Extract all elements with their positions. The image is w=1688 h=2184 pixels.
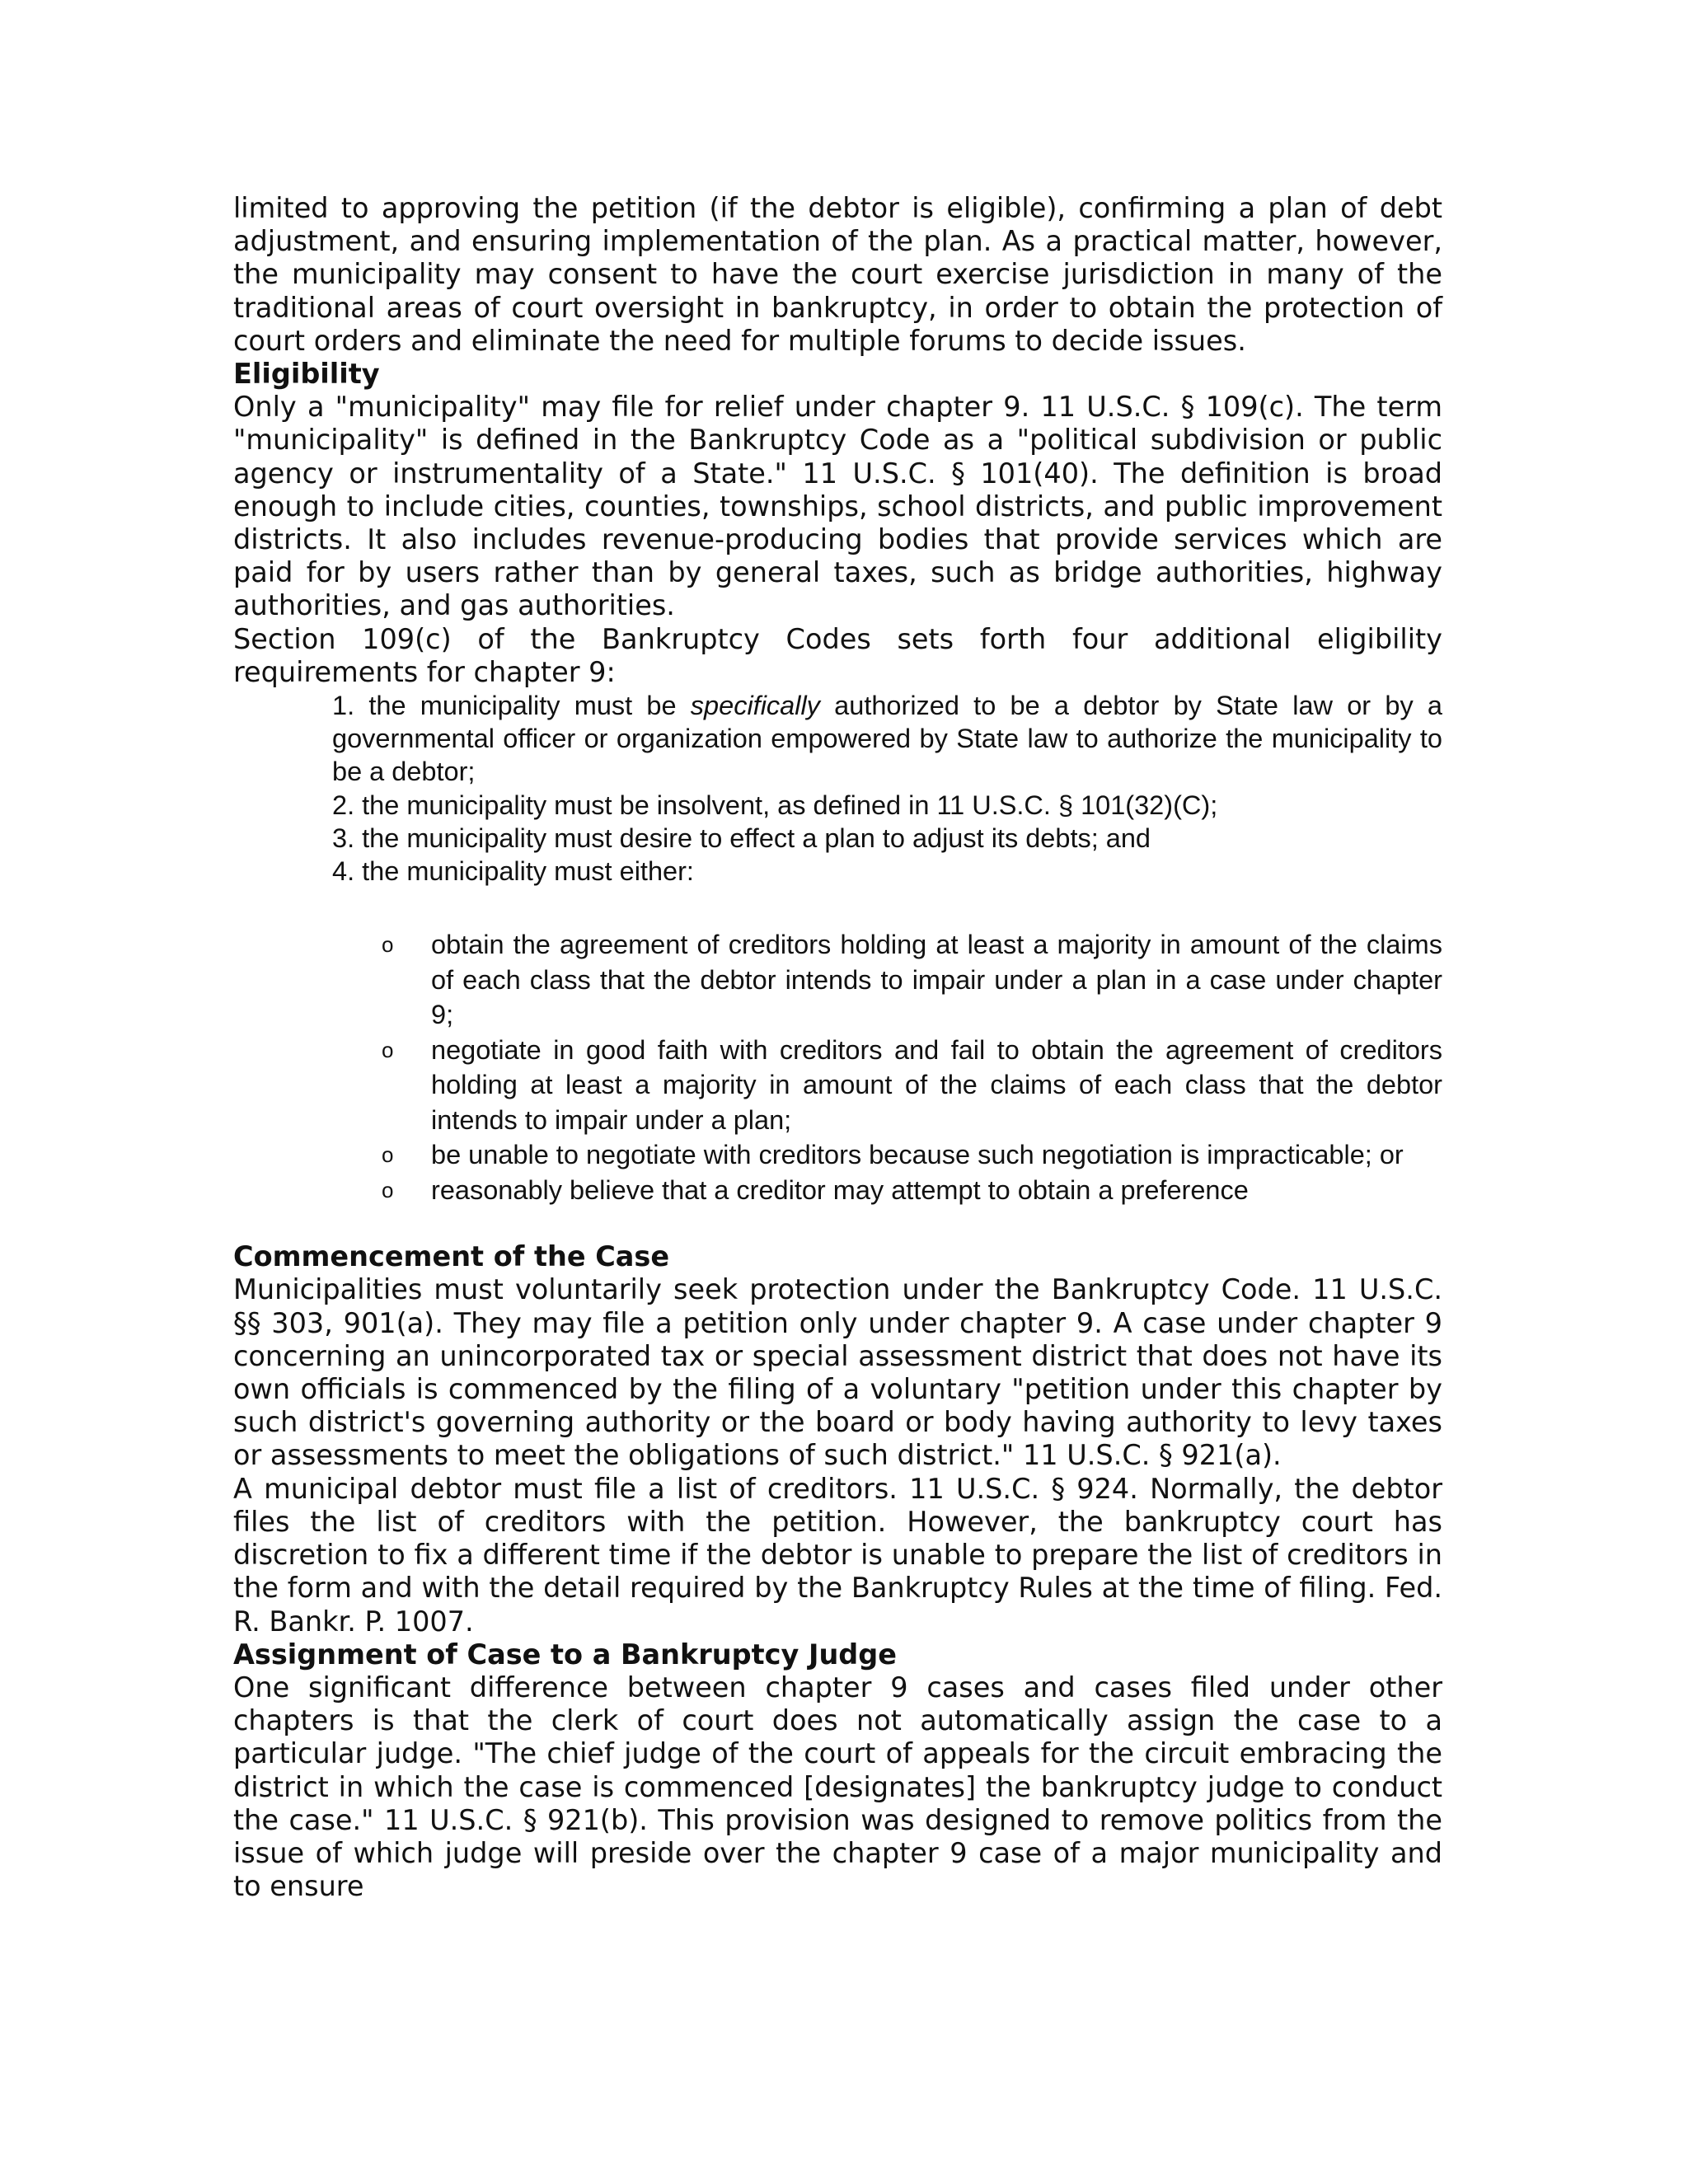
eligibility-paragraph-2: Section 109(c) of the Bankruptcy Codes sets forth four additional eligibility requirements for chapter 9:	[233, 622, 1442, 688]
assignment-heading: Assignment of Case to a Bankruptcy Judge	[233, 1638, 897, 1671]
requirement-1-end: authorized to be a debtor by State law or by a governmental officer or organization empowered by State law to authorize the municipality to be a debtor;	[332, 691, 1442, 787]
list-item-text: obtain the agreement of creditors holding at least a majority in amount of the claims of each class that the debtor intends to impair under a plan in a case under chapter 9;	[431, 930, 1442, 1030]
requirement-3: 3. the municipality must desire to effect a plan to adjust its debts; and	[332, 823, 1151, 853]
list-item-text: reasonably believe that a creditor may attempt to obtain a preference	[431, 1174, 1249, 1205]
circle-bullet-icon: o	[382, 1142, 394, 1168]
list-item	[233, 1173, 1442, 1208]
requirement-2: 2. the municipality must be insolvent, as defined in 11 U.S.C. § 101(32)(C);	[332, 790, 1218, 820]
list-item	[233, 927, 1442, 1033]
eligibility-paragraph-1: Only a "municipality" may file for relief under chapter 9. 11 U.S.C. § 109(c). The term "municipality" is defined in the Bankruptcy Code as a "political subdivision or public agency or instrumentality of a State." 11 U.S.C. § 101(40). The definition is broad enough to include cities, counties, townships, school districts, and public improvement districts. It also includes revenue-producing bodies that provide services which are paid for by users rather than by general taxes, such as bridge authorities, highway authorities, and gas authorities.	[233, 391, 1442, 622]
list-item	[233, 1033, 1442, 1138]
list-item-text: negotiate in good faith with creditors and fail to obtain the agreement of creditors holding at least a majority in amount of the claims of each class that the debtor intends to impair under a plan;	[431, 1034, 1442, 1135]
commencement-paragraph-2: A municipal debtor must file a list of creditors. 11 U.S.C. § 924. Normally, the debtor files the list of creditors with the petition. However, the bankruptcy court has discretion to fix a different time if the debtor is unable to prepare the list of creditors in the form and with the detail required by the Bankruptcy Rules at the time of filing. Fed. R. Bankr. P. 1007.	[233, 1472, 1442, 1638]
intro-paragraph: limited to approving the petition (if the debtor is eligible), confirming a plan of debt adjustment, and ensuring implementation of the plan. As a practical matter, however, the municipality may consent to have the court exercise jurisdiction in many of the traditional areas of court oversight in bankruptcy, in order to obtain the protection of court orders and eliminate the need for multiple forums to decide issues.	[233, 192, 1442, 357]
list-item-text: be unable to negotiate with creditors because such negotiation is impracticable; or	[431, 1140, 1404, 1170]
requirement-1-emphasis: specifically	[690, 691, 820, 721]
eligibility-requirements-list	[332, 689, 1442, 888]
requirement-4-options-list	[233, 927, 1442, 1207]
section-spacer	[233, 1207, 1442, 1240]
commencement-heading: Commencement of the Case	[233, 1240, 670, 1273]
list-item	[233, 1137, 1442, 1173]
assignment-paragraph-1: One significant difference between chapter 9 cases and cases filed under other chapters is that the clerk of court does not automatically assign the case to a particular judge. "The chief judge of the court of appeals for the circuit embracing the district in which the case is commenced [designates] the bankruptcy judge to conduct the case." 11 U.S.C. § 921(b). This provision was designed to remove politics from the issue of which judge will preside over the chapter 9 case of a major municipality and to ensure	[233, 1671, 1442, 1903]
document-page	[233, 192, 1442, 1903]
circle-bullet-icon: o	[382, 932, 394, 958]
requirement-4: 4. the municipality must either:	[332, 856, 694, 887]
commencement-paragraph-1: Municipalities must voluntarily seek protection under the Bankruptcy Code. 11 U.S.C. §§ 303, 901(a). They may file a petition only under chapter 9. A case under chapter 9 concerning an unincorporated tax or special assessment district that does not have its own officials is commenced by the filing of a voluntary "petition under this chapter by such district's governing authority or the board or body having authority to levy taxes or assessments to meet the obligations of such district." 11 U.S.C. § 921(a).	[233, 1273, 1442, 1472]
requirement-1	[332, 689, 1442, 789]
requirement-1-start: 1. the municipality must be	[332, 691, 691, 721]
circle-bullet-icon: o	[382, 1037, 394, 1062]
eligibility-heading: Eligibility	[233, 358, 380, 391]
circle-bullet-icon: o	[382, 1177, 394, 1202]
